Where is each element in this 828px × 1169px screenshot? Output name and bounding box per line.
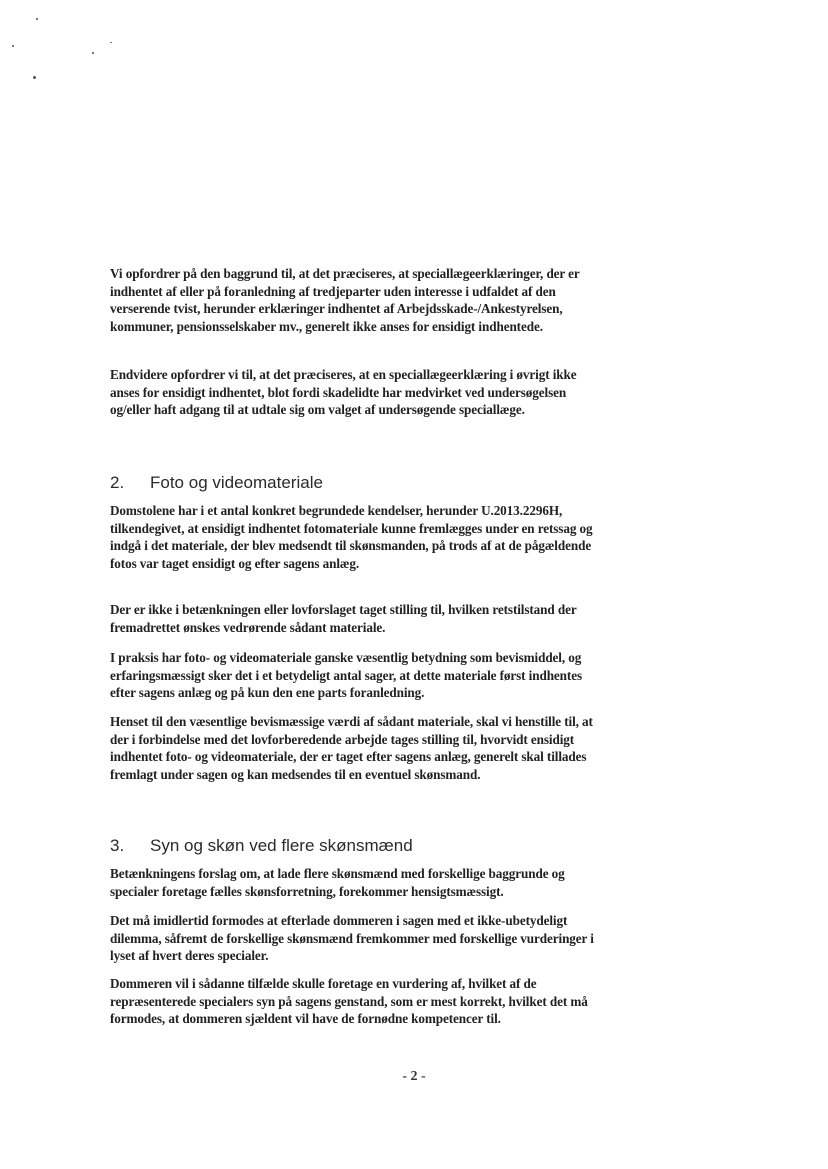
paragraph-court-rulings: Domstolene har i et antal konkret begrundede kendelser, herunder U.2013.2296H, tilkendegivet, at ensidigt indhentet fotomateriale kunne fremlægges under en retssag og indgå i det materiale, der blev medsendt til skønsmanden, på trods af at de pågældende fotos var taget ensidigt og efter sagens anlæg. — [110, 503, 593, 571]
scan-speck — [92, 52, 94, 54]
section-number: 2. — [110, 473, 125, 492]
paragraph-joint-assessment: Betænkningens forslag om, at lade flere skønsmænd med forskellige baggrunde og specialer foretage fælles skønsforretning, forekommer hensigtsmæssigt. — [110, 866, 565, 899]
scan-speck — [110, 42, 112, 43]
section-heading-multiple-experts — [110, 836, 413, 856]
scan-speck — [33, 76, 36, 79]
section-heading-photo-video — [110, 473, 323, 493]
paragraph-no-position-taken: Der er ikke i betænkningen eller lovforslaget taget stilling til, hvilken retstilstand der fremadrettet ønskes vedrørende sådant materiale. — [110, 602, 577, 635]
paragraph-judge-dilemma: Det må imidlertid formodes at efterlade dommeren i sagen med et ikke-ubetydeligt dilemma, såfremt de forskellige skønsmænd fremkommer med forskellige vurderinger i lyset af hvert deres specialer. — [110, 913, 594, 963]
paragraph-recommendation: Henset til den væsentlige bevismæssige værdi af sådant materiale, skal vi henstille til, at der i forbindelse med det lovforberedende arbejde tages stilling til, hvorvidt ensidigt indhentet foto- og videomateriale, der er taget efter sagens anlæg, generelt skal tillades fremlagt under sagen og kan medsendes til en eventuel skønsmand. — [110, 714, 593, 782]
section-title: Syn og skøn ved flere skønsmænd — [150, 836, 413, 855]
section-title: Foto og videomateriale — [150, 473, 323, 492]
page-number: - 2 - — [402, 1069, 426, 1084]
paragraph-specialist-declarations: Vi opfordrer på den baggrund til, at det præciseres, at speciallægeerklæringer, der er indhentet af eller på foranledning af tredjeparter uden interesse i udfaldet af den verserende tvist, herunder erklæringer indhentet af Arbejdsskade-/Ankestyrelsen, kommuner, pensionsselskaber mv., generelt ikke anses for ensidigt indhentede. — [110, 266, 580, 334]
paragraph-practice: I praksis har foto- og videomateriale ganske væsentlig betydning som bevismiddel, og erfaringsmæssigt sker det i et betydeligt antal sager, at dette materiale først indhentes efter sagens anlæg og på kun den ene parts foranledning. — [110, 650, 582, 700]
paragraph-judge-competence: Dommeren vil i sådanne tilfælde skulle foretage en vurdering af, hvilket af de repræsenterede specialers syn på sagens genstand, som er mest korrekt, hvilket det må formodes, at dommeren sjældent vil have de fornødne kompetencer til. — [110, 976, 588, 1026]
scan-speck — [12, 45, 14, 47]
paragraph-specialist-participation: Endvidere opfordrer vi til, at det præciseres, at en speciallægeerklæring i øvrigt ikke anses for ensidigt indhentet, blot fordi skadelidte har medvirket ved undersøgelsen og/eller haft adgang til at udtale sig om valget af undersøgende speciallæge. — [110, 367, 577, 417]
scan-speck — [36, 18, 38, 20]
section-number: 3. — [110, 836, 125, 855]
